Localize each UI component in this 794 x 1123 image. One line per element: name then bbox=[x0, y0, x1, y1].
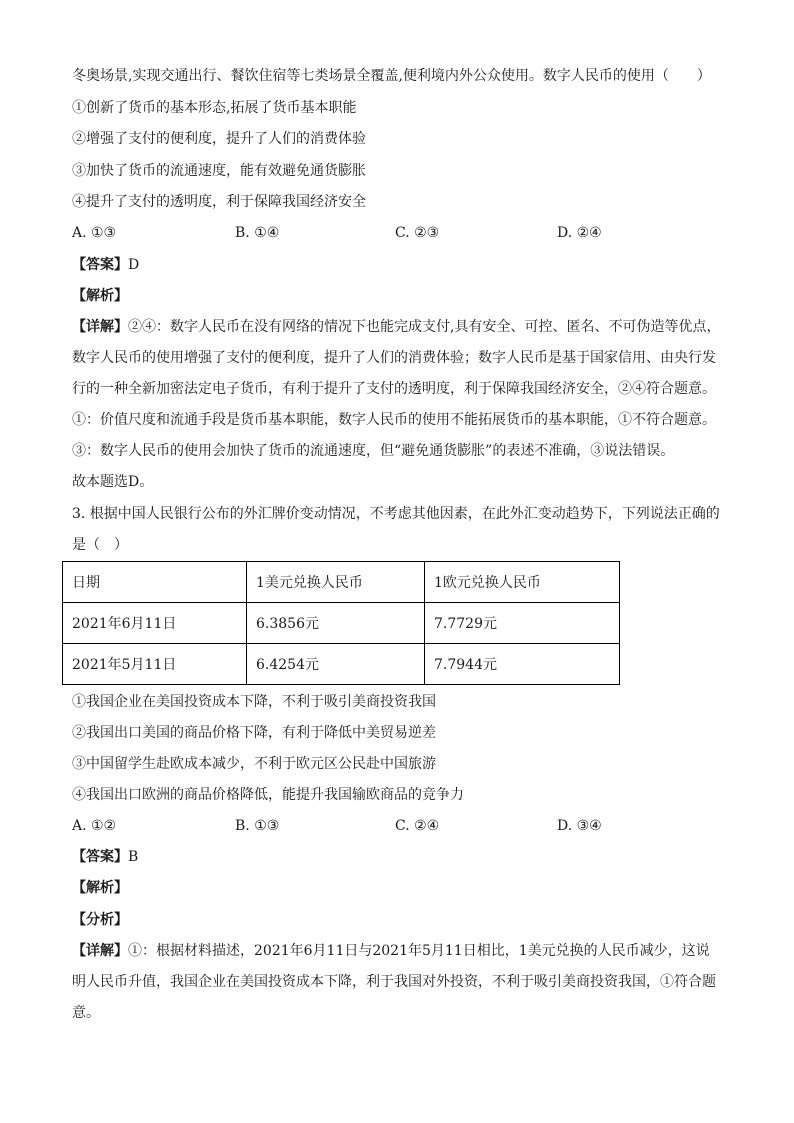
q2-option-b: B. ①④ bbox=[235, 225, 280, 241]
q3-option-c: C. ②④ bbox=[395, 818, 440, 834]
table-header-row bbox=[63, 562, 620, 603]
q3-item-2: ②我国出口美国的商品价格下降，有利于降低中美贸易逆差 bbox=[72, 725, 436, 741]
q2-options bbox=[72, 223, 722, 243]
cell-date: 2021年6月11日 bbox=[63, 603, 247, 644]
q3-option-d: D. ③④ bbox=[557, 818, 602, 834]
q2-detail-line-1 bbox=[72, 317, 720, 337]
header-eur: 1欧元兑换人民币 bbox=[425, 562, 620, 603]
answer-value: D bbox=[128, 257, 140, 273]
detail-text: ①：根据材料描述，2021年6月11日与2021年5月11日相比，1美元兑换的人民币减少，这说 bbox=[128, 943, 710, 959]
q3-answer bbox=[72, 847, 138, 867]
detail-text: ②④：数字人民币在没有网络的情况下也能完成支付,具有安全、可控、匿名、不可伪造等优点， bbox=[128, 319, 721, 335]
answer-value: B bbox=[128, 849, 139, 865]
q2-option-a: A. ①③ bbox=[72, 225, 117, 241]
q3-item-1: ①我国企业在美国投资成本下降，不利于吸引美商投资我国 bbox=[72, 694, 436, 710]
answer-tag: 【答案】 bbox=[72, 257, 128, 273]
q2-analysis-tag: 【解析】 bbox=[72, 288, 128, 304]
q3-analysis-tag: 【解析】 bbox=[72, 880, 128, 896]
cell-usd: 6.3856元 bbox=[247, 603, 425, 644]
answer-tag: 【答案】 bbox=[72, 849, 128, 865]
table-row bbox=[63, 644, 620, 685]
q3-option-a: A. ①② bbox=[72, 818, 117, 834]
detail-tag: 【详解】 bbox=[72, 319, 128, 335]
q2-detail-line-4: ①：价值尺度和流通手段是货币基本职能，数字人民币的使用不能拓展货币的基本职能，①不符合题意。 bbox=[72, 412, 716, 428]
q2-item-1: ①创新了货币的基本形态,拓展了货币基本职能 bbox=[72, 100, 357, 116]
q3-item-4: ④我国出口欧洲的商品价格降低，能提升我国输欧商品的竞争力 bbox=[72, 787, 464, 803]
cell-usd: 6.4254元 bbox=[247, 644, 425, 685]
q3-stem-line-1: 3. 根据中国人民银行公布的外汇牌价变动情况，不考虑其他因素，在此外汇变动趋势下，下列说法正确的 bbox=[72, 506, 720, 522]
header-usd: 1美元兑换人民币 bbox=[247, 562, 425, 603]
table-row bbox=[63, 603, 620, 644]
q2-detail-line-5: ③：数字人民币的使用会加快了货币的流通速度，但“避免通货膨胀”的表述不准确，③说法错误。 bbox=[72, 443, 675, 459]
q2-stem-tail: 冬奥场景,实现交通出行、餐饮住宿等七类场景全覆盖,便利境内外公众使用。数字人民币的使用（ ） bbox=[72, 68, 711, 84]
q3-option-b: B. ①③ bbox=[235, 818, 280, 834]
q2-option-c: C. ②③ bbox=[395, 225, 440, 241]
header-date: 日期 bbox=[63, 562, 247, 603]
q2-item-4: ④提升了支付的透明度，利于保障我国经济安全 bbox=[72, 194, 366, 210]
q3-item-3: ③中国留学生赴欧成本减少，不利于欧元区公民赴中国旅游 bbox=[72, 756, 436, 772]
q2-item-3: ③加快了货币的流通速度，能有效避免通货膨胀 bbox=[72, 163, 366, 179]
q3-detail-line-3: 意。 bbox=[72, 1005, 100, 1021]
q2-answer bbox=[72, 255, 139, 275]
cell-date: 2021年5月11日 bbox=[63, 644, 247, 685]
q2-detail-line-2: 数字人民币的使用增强了支付的便利度，提升了人们的消费体验；数字人民币是基于国家信用、由央行发 bbox=[72, 350, 716, 366]
q3-options bbox=[72, 816, 722, 836]
cell-eur: 7.7729元 bbox=[425, 603, 620, 644]
q2-option-d: D. ②④ bbox=[557, 225, 602, 241]
q3-detail-line-2: 明人民币升值，我国企业在美国投资成本下降，利于我国对外投资，不利于吸引美商投资我国，①符合题 bbox=[72, 974, 716, 990]
q3-detail-line-1 bbox=[72, 941, 710, 961]
exchange-rate-table bbox=[62, 561, 620, 685]
cell-eur: 7.7944元 bbox=[425, 644, 620, 685]
q3-fenxi-tag: 【分析】 bbox=[72, 912, 128, 928]
q2-detail-line-3: 行的一种全新加密法定电子货币，有利于提升了支付的透明度，利于保障我国经济安全，②④符合题意。 bbox=[72, 381, 716, 397]
q2-conclusion: 故本题选D。 bbox=[72, 474, 154, 490]
detail-tag: 【详解】 bbox=[72, 943, 128, 959]
q3-stem-line-2: 是（ ） bbox=[72, 537, 128, 553]
q2-item-2: ②增强了支付的便利度，提升了人们的消费体验 bbox=[72, 131, 366, 147]
